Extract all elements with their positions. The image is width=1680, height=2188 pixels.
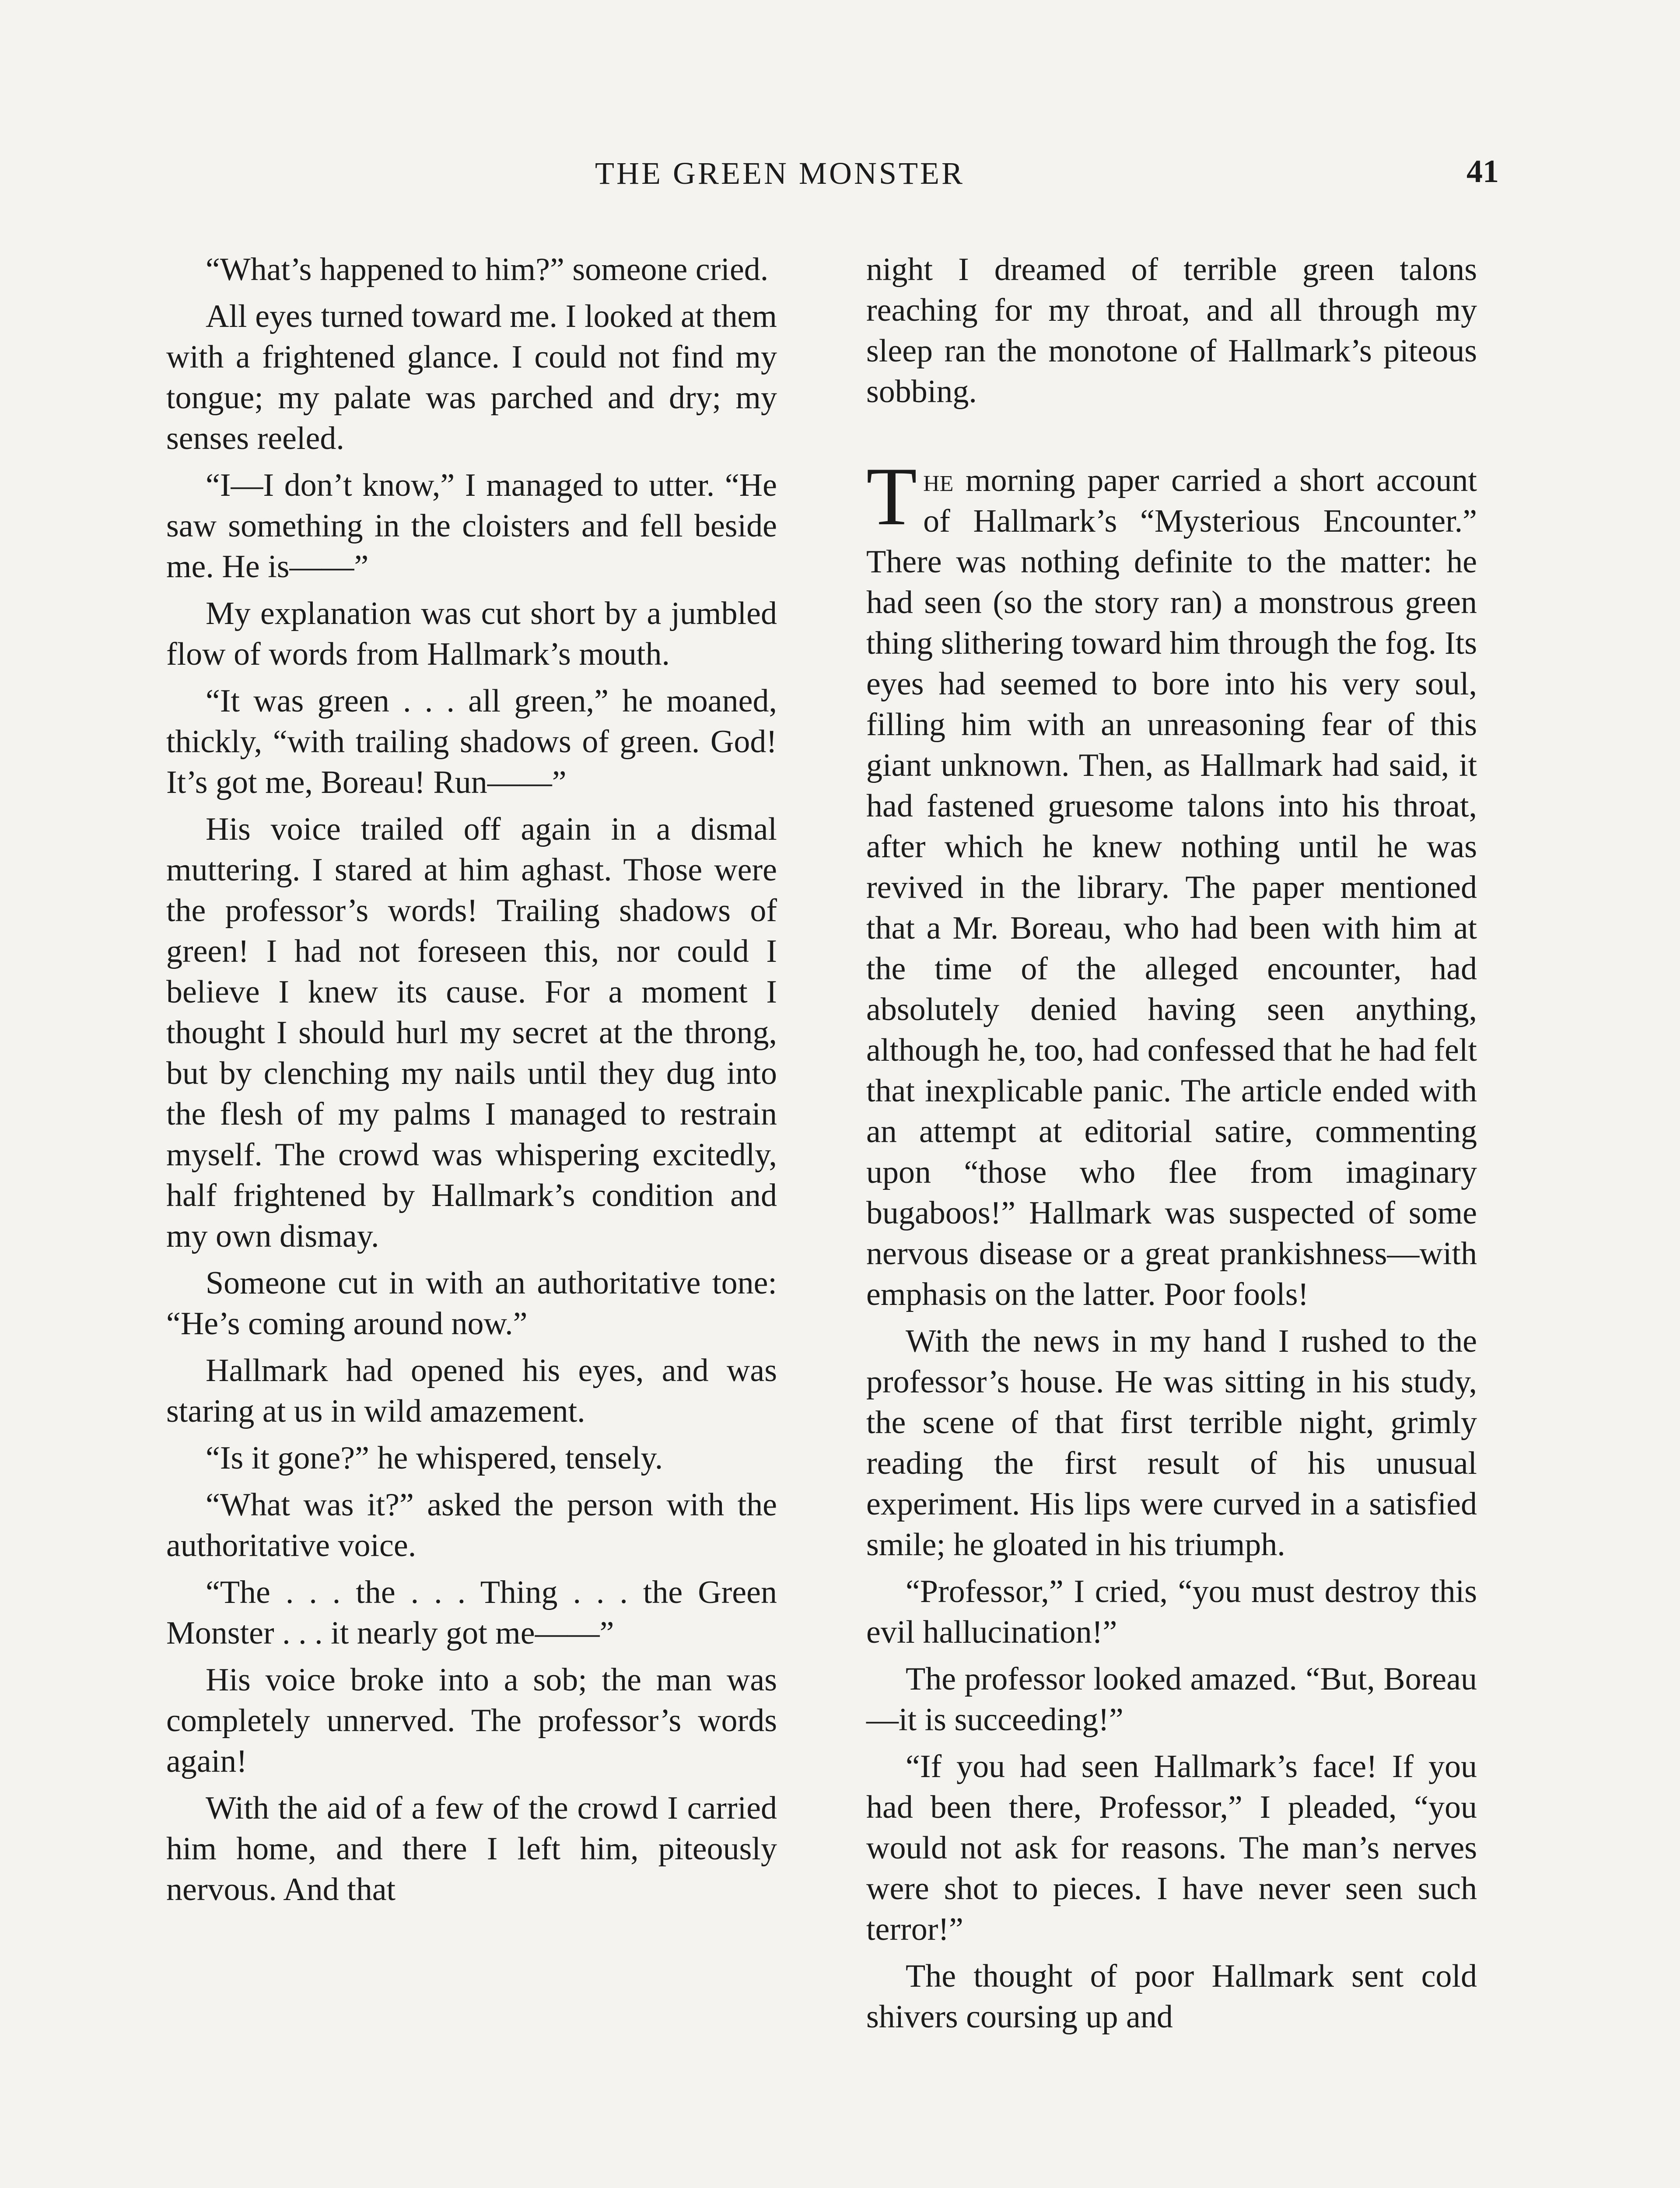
paragraph: With the aid of a few of the crowd I carried him home, and there I left him, piteously nervous. And that	[166, 1790, 777, 1907]
left-column	[166, 249, 777, 1916]
paragraph: “Is it gone?” he whispered, tensely.	[206, 1440, 663, 1476]
paragraph: With the news in my hand I rushed to the professor’s house. He was sitting in his study, the scene of that first terrible night, grimly reading the first result of his unusual experiment. His lips were curved in a satisfied smile; he gloated in his triumph.	[866, 1323, 1477, 1563]
paragraph: “What was it?” asked the person with the authoritative voice.	[166, 1487, 777, 1564]
paragraph: My explanation was cut short by a jumbled flow of words from Hallmark’s mouth.	[166, 596, 777, 672]
paragraph: “If you had seen Hallmark’s face! If you had been there, Professor,” I pleaded, “you would not ask for reasons. The man’s nerves were shot to pieces. I have never seen such terror!”	[866, 1749, 1477, 1947]
paragraph: His voice trailed off again in a dismal muttering. I stared at him aghast. Those were the professor’s words! Trailing shadows of green! I had not foreseen this, nor could I believe I knew its cause. For a moment I thought I should hurl my secret at the throng, but by clenching my nails until they dug into the flesh of my palms I managed to restrain myself. The crowd was whispering excitedly, half frightened by Hallmark’s condition and my own dismay.	[166, 811, 777, 1254]
paragraph: The thought of poor Hallmark sent cold shivers coursing up and	[866, 1958, 1477, 2035]
drop-cap: T	[866, 451, 917, 543]
running-head: THE GREEN MONSTER	[595, 156, 965, 191]
paragraph: “I—I don’t know,” I managed to utter. “He saw something in the cloisters and fell beside me. He is——”	[166, 467, 777, 585]
paragraph: “Professor,” I cried, “you must destroy this evil hallucination!”	[866, 1574, 1477, 1650]
paragraph: Someone cut in with an authoritative tone: “He’s coming around now.”	[166, 1265, 777, 1342]
paragraph: Hallmark had opened his eyes, and was staring at us in wild amazement.	[166, 1353, 777, 1429]
continuation-paragraph: night I dreamed of terrible green talons reaching for my throat, and all through my sleep ran the monotone of Hallmark’s piteous sobbing.	[866, 252, 1477, 410]
section-start-paragraph	[866, 451, 1477, 1315]
paragraph: The professor looked amazed. “But, Boreau—it is succeeding!”	[866, 1661, 1477, 1738]
paragraph: “The . . . the . . . Thing . . . the Green Monster . . . it nearly got me——”	[166, 1574, 777, 1651]
paragraph: “It was green . . . all green,” he moaned, thickly, “with trailing shadows of green. God! It’s got me, Boreau! Run——”	[166, 683, 777, 800]
small-caps-lead: he	[923, 463, 954, 498]
paragraph: All eyes turned toward me. I looked at them with a frightened glance. I could not find my tongue; my palate was parched and dry; my senses reeled.	[166, 298, 777, 456]
right-column	[866, 249, 1477, 2044]
page-number: 41	[1466, 154, 1499, 189]
section-text: morning paper carried a short account of Hallmark’s “Mysterious Encounter.” There was nothing definite to the matter: he had seen (so the story ran) a monstrous green thing slithering toward him through the fog. Its eyes had seemed to bore into his very soul, filling him with an unreasoning fear of this giant unknown. Then, as Hallmark had said, it had fastened gruesome talons into his throat, after which he knew nothing until he was revived in the library. The paper mentioned that a Mr. Boreau, who had been with him at the time of the alleged encounter, had absolutely denied having seen anything, although he, too, had confessed that he had felt that inexplicable panic. The article ended with an attempt at editorial satire, commenting upon “those who flee from imaginary bugaboos!” Hallmark was suspected of some nervous disease or a great prankishness—with emphasis on the latter. Poor fools!	[866, 463, 1477, 1312]
paragraph: His voice broke into a sob; the man was completely unnerved. The professor’s words again!	[166, 1662, 777, 1779]
paragraph: “What’s happened to him?” someone cried.	[206, 252, 769, 288]
